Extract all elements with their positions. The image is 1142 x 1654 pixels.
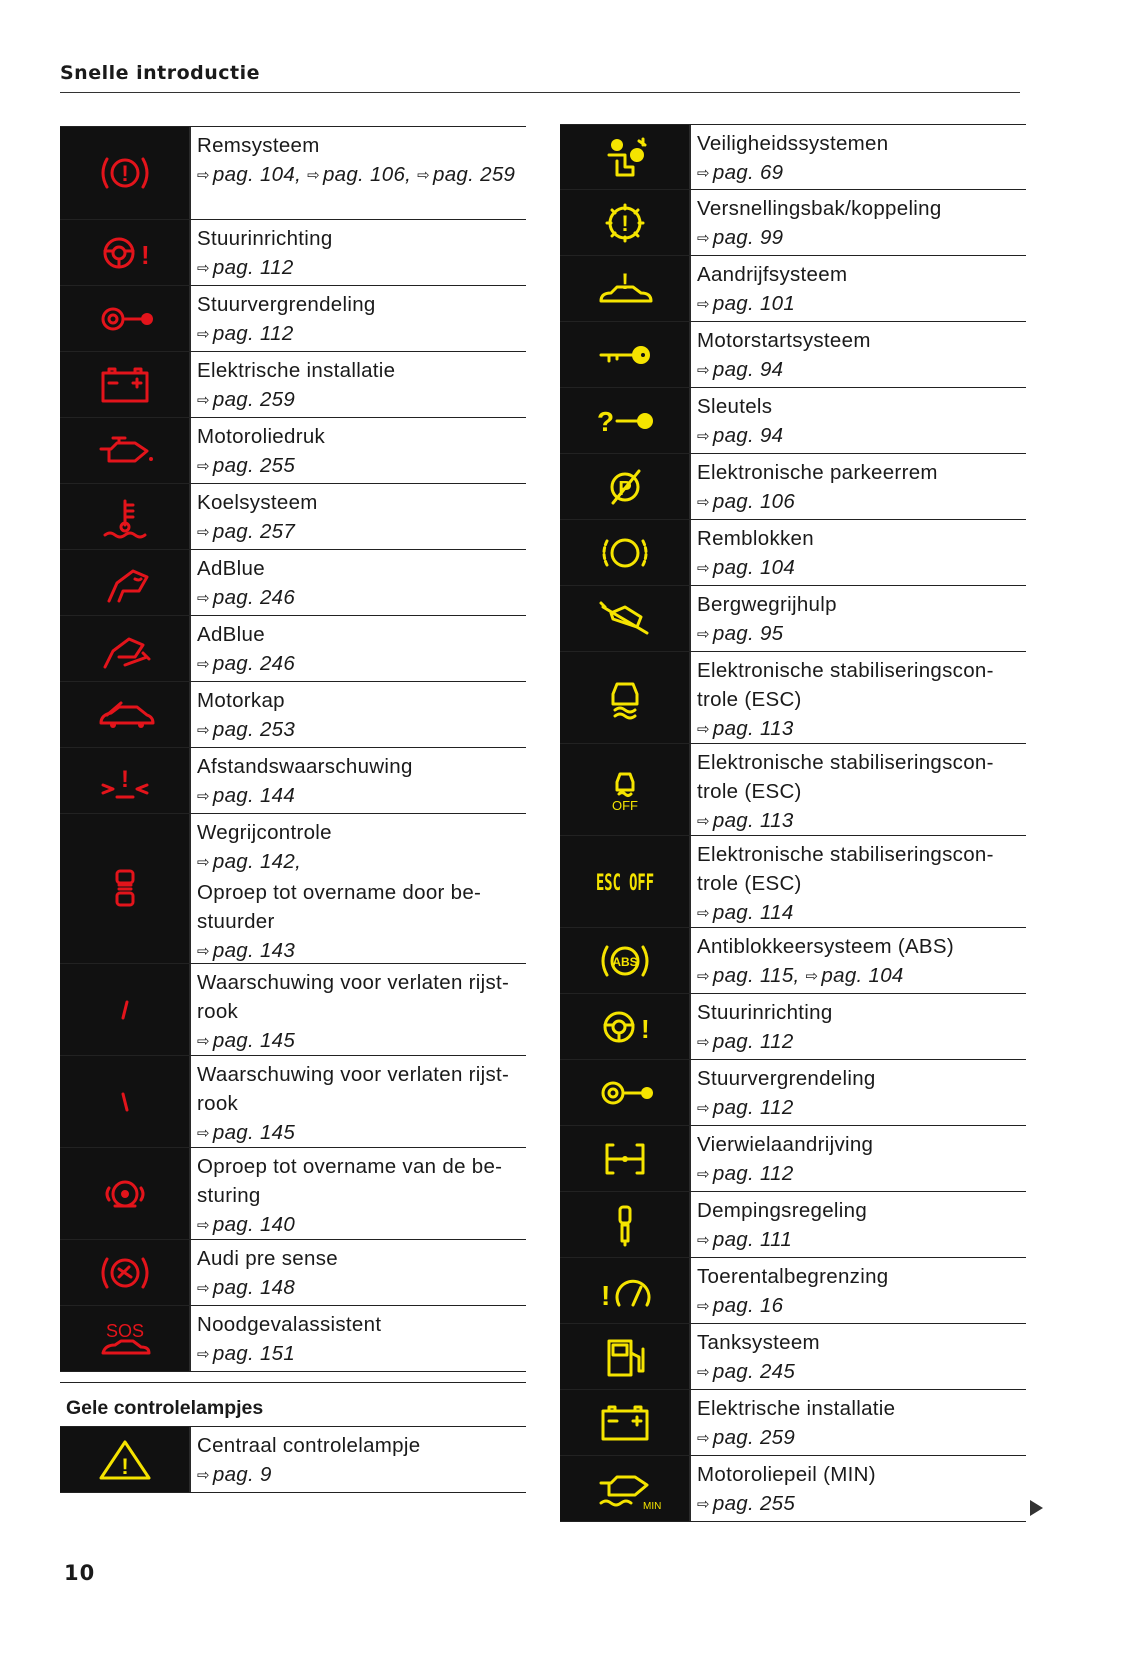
lamp-icon-cell — [60, 220, 191, 285]
page-header — [60, 62, 1020, 93]
svg-text:SOS: SOS — [105, 1320, 144, 1341]
section-title: Snelle introductie — [60, 62, 261, 84]
page-refs — [697, 355, 1020, 386]
lamp-description — [691, 744, 1026, 835]
key-question-icon — [595, 399, 655, 443]
lamp-description — [691, 256, 1026, 321]
page-reference-link[interactable]: ⇨ pag. 104, — [197, 163, 301, 186]
lamp-row — [560, 928, 1026, 994]
lamp-row — [60, 418, 526, 484]
lamp-row — [560, 1324, 1026, 1390]
lamp-label: Stuurvergrendeling — [197, 293, 376, 316]
brake-warning-icon — [95, 151, 155, 195]
page-reference-link[interactable]: ⇨ pag. 104 — [697, 556, 795, 579]
hood-open-icon — [95, 693, 155, 737]
page-refs — [697, 421, 1020, 452]
lamp-description — [691, 454, 1026, 519]
page-reference-link[interactable]: ⇨ pag. 259 — [697, 1426, 795, 1449]
awd-icon — [595, 1137, 655, 1181]
steering-warning-icon — [595, 1005, 655, 1049]
lamp-row — [560, 836, 1026, 928]
header-rule — [60, 92, 1020, 93]
lamp-icon-cell — [60, 616, 191, 681]
page-reference-link[interactable]: ⇨ pag. 115, — [697, 964, 800, 987]
adblue-wrench-icon — [95, 627, 155, 671]
page-reference-link[interactable]: ⇨ pag. 253 — [197, 718, 295, 741]
page-reference-link[interactable]: ⇨ pag. 255 — [697, 1492, 795, 1515]
lamp-description — [691, 190, 1026, 255]
page-reference-link[interactable]: ⇨ pag. 145 — [197, 1121, 295, 1144]
svg-text:MIN: MIN — [642, 1500, 661, 1512]
svg-text:!: ! — [120, 765, 129, 793]
lamp-label: Oproep tot overname door be- — [197, 881, 482, 904]
lamp-label: Elektrische installatie — [197, 359, 396, 382]
lamp-row — [60, 352, 526, 418]
page-refs — [197, 936, 520, 967]
lamp-row — [560, 1258, 1026, 1324]
lamp-row — [60, 1427, 526, 1493]
lamp-label: Motoroliepeil (MIN) — [697, 1463, 876, 1486]
lamp-icon-cell — [560, 454, 691, 519]
lamp-row — [60, 1240, 526, 1306]
page-reference-link[interactable]: ⇨ pag. 104 — [806, 964, 904, 987]
drive-system-icon — [595, 267, 655, 311]
lamp-row — [560, 190, 1026, 256]
lane-left-icon — [95, 988, 155, 1032]
coolant-icon — [95, 495, 155, 539]
lamp-icon-cell — [60, 484, 191, 549]
page-refs — [697, 806, 1020, 837]
lamp-label: Sleutels — [697, 395, 773, 418]
lane-right-icon — [95, 1080, 155, 1124]
lamp-description — [191, 550, 526, 615]
red-lamps-column — [60, 126, 526, 1493]
lamp-row — [60, 1306, 526, 1372]
lamp-icon-cell — [60, 814, 191, 963]
lamp-row — [560, 1126, 1026, 1192]
page-refs — [197, 715, 520, 746]
lamp-description — [691, 1456, 1026, 1521]
lamp-icon-cell — [60, 682, 191, 747]
lamp-icon-cell — [560, 586, 691, 651]
lamp-row — [560, 586, 1026, 652]
svg-text:P: P — [617, 477, 632, 500]
lamp-description — [691, 520, 1026, 585]
page-reference-link[interactable]: ⇨ pag. 112 — [697, 1030, 794, 1053]
page-refs — [197, 385, 520, 416]
lamp-label: Elektrische installatie — [697, 1397, 896, 1420]
lamp-icon-cell — [560, 1456, 691, 1521]
steering-warning-icon — [95, 231, 155, 275]
svg-text:ABS: ABS — [611, 954, 638, 969]
page-refs — [697, 1291, 1020, 1322]
lamp-row — [60, 616, 526, 682]
page-refs — [197, 583, 520, 614]
damping-icon — [595, 1203, 655, 1247]
lamp-label: sturing — [197, 1184, 261, 1207]
lamp-description — [691, 1192, 1026, 1257]
lamp-row — [60, 814, 526, 964]
steering-lock-icon — [95, 297, 155, 341]
lamp-row — [60, 748, 526, 814]
lamp-description — [191, 682, 526, 747]
lamp-row — [560, 388, 1026, 454]
lamp-description — [191, 418, 526, 483]
page-refs — [697, 619, 1020, 650]
gearbox-icon — [595, 201, 655, 245]
lamp-row — [560, 520, 1026, 586]
lamp-description — [691, 322, 1026, 387]
page-refs — [197, 1210, 520, 1241]
svg-text:!: ! — [140, 239, 150, 270]
lamp-label: Koelsysteem — [197, 491, 318, 514]
page-refs — [697, 158, 1020, 189]
lamp-row — [560, 1192, 1026, 1258]
lamp-label: Elektronische stabiliseringscon- — [697, 751, 994, 774]
lamp-label: Versnellingsbak/koppeling — [697, 197, 942, 220]
svg-text:!: ! — [600, 1279, 610, 1311]
abs-icon — [595, 939, 655, 983]
lane-control-icon — [95, 867, 155, 911]
lamp-label: Dempingsregeling — [697, 1199, 868, 1222]
lamp-label: Elektronische parkeerrem — [697, 461, 938, 484]
lamp-description — [191, 616, 526, 681]
page-reference-link[interactable]: ⇨ pag. 94 — [697, 424, 783, 447]
page-reference-link[interactable]: ⇨ pag. 140 — [197, 1213, 295, 1236]
lamp-row — [60, 1148, 526, 1240]
lamp-description — [691, 1258, 1026, 1323]
page-refs — [197, 1118, 520, 1149]
continue-arrow-icon — [1030, 1500, 1043, 1516]
lamp-icon-cell — [60, 286, 191, 351]
key-icon — [595, 333, 655, 377]
page-refs — [697, 553, 1020, 584]
lamp-label: Afstandswaarschuwing — [197, 755, 413, 778]
lamp-icon-cell — [560, 256, 691, 321]
lamp-label: Tanksysteem — [697, 1331, 820, 1354]
page-refs — [197, 253, 520, 284]
lamp-icon-cell — [560, 994, 691, 1059]
page-reference-link[interactable]: ⇨ pag. 69 — [697, 161, 783, 184]
lamp-row — [560, 1390, 1026, 1456]
page-reference-link[interactable]: ⇨ pag. 148 — [197, 1276, 295, 1299]
lamp-row — [60, 286, 526, 352]
page-reference-link[interactable]: ⇨ pag. 112 — [697, 1162, 794, 1185]
lamp-description — [191, 1427, 526, 1492]
lamp-label: trole (ESC) — [697, 872, 802, 895]
lamp-label: Motorkap — [197, 689, 285, 712]
lamp-icon-cell — [60, 550, 191, 615]
adblue-nozzle-icon — [95, 561, 155, 605]
brake-pads-icon — [595, 531, 655, 575]
lamp-description — [691, 125, 1026, 189]
lamp-label: Motorstartsysteem — [697, 329, 871, 352]
page-refs — [197, 649, 520, 680]
esc-off-text-icon — [595, 860, 655, 904]
oil-level-min-icon — [595, 1467, 661, 1512]
lamp-label: Elektronische stabiliseringscon- — [697, 843, 994, 866]
pre-sense-icon — [95, 1251, 155, 1295]
lamp-row — [560, 256, 1026, 322]
lamp-icon-cell — [560, 1060, 691, 1125]
yellow-section-heading: Gele controlelampjes — [60, 1382, 526, 1427]
sos-icon — [95, 1317, 155, 1361]
page-refs — [197, 160, 520, 191]
warning-triangle-icon — [95, 1438, 155, 1482]
lamp-row — [60, 550, 526, 616]
steering-lock-icon — [595, 1071, 655, 1115]
lamp-description — [691, 836, 1026, 927]
lamp-description — [691, 1126, 1026, 1191]
lamp-icon-cell — [560, 928, 691, 993]
page-refs — [197, 451, 520, 482]
lamp-icon-cell — [560, 1126, 691, 1191]
page-reference-link[interactable]: ⇨ pag. 94 — [697, 358, 783, 381]
page-reference-link[interactable]: ⇨ pag. 144 — [197, 784, 295, 807]
page-reference-link[interactable]: ⇨ pag. 112 — [197, 322, 294, 345]
lamp-icon-cell — [560, 1258, 691, 1323]
lamp-label: stuurder — [197, 910, 275, 933]
page-refs — [197, 781, 520, 812]
lamp-row — [560, 994, 1026, 1060]
distance-warning-icon — [95, 759, 155, 803]
airbag-icon — [595, 135, 655, 179]
fuel-icon — [595, 1335, 655, 1379]
page-refs — [697, 961, 1020, 992]
lamp-icon-cell — [60, 418, 191, 483]
lamp-description — [191, 1056, 526, 1147]
page-reference-link[interactable]: ⇨ pag. 111 — [697, 1228, 792, 1251]
page-reference-link[interactable]: ⇨ pag. 101 — [697, 292, 795, 315]
lamp-icon-cell — [560, 1390, 691, 1455]
lamp-icon-cell — [560, 1192, 691, 1257]
lamp-description — [191, 352, 526, 417]
esc-icon — [595, 676, 655, 720]
lamp-row — [560, 124, 1026, 190]
lamp-label: Waarschuwing voor verlaten rijst- — [197, 1063, 510, 1086]
lamp-description — [191, 748, 526, 813]
lamp-icon-cell — [560, 190, 691, 255]
page-reference-link[interactable]: ⇨ pag. 257 — [197, 520, 295, 543]
page-refs — [697, 1159, 1020, 1190]
page-refs — [197, 319, 520, 350]
lamp-row — [60, 220, 526, 286]
lamp-label: Wegrijcontrole — [197, 821, 332, 844]
lamp-row — [560, 744, 1026, 836]
lamp-label: rook — [197, 1000, 239, 1023]
page-reference-link[interactable]: ⇨ pag. 259 — [197, 388, 295, 411]
page-number: 10 — [64, 1561, 96, 1585]
lamp-label: Remsysteem — [197, 134, 320, 157]
page-refs — [197, 1460, 520, 1491]
lamp-label: rook — [197, 1092, 239, 1115]
lamp-description — [691, 1060, 1026, 1125]
lamp-label: Vierwielaandrijving — [697, 1133, 874, 1156]
lamp-icon-cell — [560, 388, 691, 453]
rpm-limit-icon — [595, 1269, 655, 1313]
lamp-row — [60, 682, 526, 748]
page-refs — [697, 714, 1020, 745]
lamp-label: Aandrijfsysteem — [697, 263, 848, 286]
page-refs — [697, 898, 1020, 929]
lamp-label: Motoroliedruk — [197, 425, 326, 448]
svg-text:!: ! — [620, 210, 629, 236]
lamp-icon-cell — [60, 1240, 191, 1305]
lamp-icon-cell — [60, 1148, 191, 1239]
lamp-description — [691, 928, 1026, 993]
lamp-icon-cell — [60, 1056, 191, 1147]
lamp-icon-cell — [60, 1427, 191, 1492]
lamp-label: Stuurinrichting — [697, 1001, 833, 1024]
lamp-label: Noodgevalassistent — [197, 1313, 382, 1336]
page-refs — [697, 1093, 1020, 1124]
lamp-icon-cell — [60, 1306, 191, 1371]
lamp-icon-cell — [560, 1324, 691, 1389]
hill-hold-icon — [595, 597, 655, 641]
svg-text:!: ! — [120, 161, 129, 186]
lamp-label: trole (ESC) — [697, 688, 802, 711]
lamp-icon-cell — [560, 836, 691, 927]
page-refs — [697, 1423, 1020, 1454]
page-refs — [697, 223, 1020, 254]
lamp-icon-cell — [60, 964, 191, 1055]
lamp-description — [691, 388, 1026, 453]
lamp-row — [560, 1060, 1026, 1126]
lamp-icon-cell — [560, 652, 691, 743]
lamp-description — [191, 1306, 526, 1371]
lamp-label: Veiligheidssystemen — [697, 132, 889, 155]
lamp-label: Audi pre sense — [197, 1247, 338, 1270]
lamp-label: Remblokken — [697, 527, 814, 550]
oil-can-icon — [95, 429, 155, 473]
page-reference-link[interactable]: ⇨ pag. 151 — [197, 1342, 295, 1365]
lamp-row — [60, 1056, 526, 1148]
page-reference-link[interactable]: ⇨ pag. 113 — [697, 809, 794, 832]
svg-text:?: ? — [596, 405, 614, 437]
page-reference-link[interactable]: ⇨ pag. 113 — [697, 717, 794, 740]
lamp-label: Bergwegrijhulp — [697, 593, 837, 616]
page-refs — [197, 1339, 520, 1370]
lamp-icon-cell — [560, 520, 691, 585]
page-reference-link[interactable]: ⇨ pag. 112 — [197, 256, 294, 279]
page-refs — [197, 847, 520, 878]
parking-brake-off-icon — [595, 465, 655, 509]
page-reference-link[interactable]: ⇨ pag. 143 — [197, 939, 295, 962]
yellow-lamps-column — [560, 124, 1026, 1522]
lamp-label: Stuurinrichting — [197, 227, 333, 250]
lamp-icon-cell — [560, 125, 691, 189]
page-reference-link[interactable]: ⇨ pag. 95 — [697, 622, 783, 645]
lamp-label: Oproep tot overname van de be- — [197, 1155, 503, 1178]
takeover-steering-icon — [95, 1172, 155, 1216]
lamp-description — [191, 814, 526, 963]
lamp-description — [191, 1240, 526, 1305]
page-reference-link[interactable]: ⇨ pag. 112 — [697, 1096, 794, 1119]
lamp-icon-cell — [560, 322, 691, 387]
lamp-icon-cell — [60, 127, 191, 219]
lamp-label: trole (ESC) — [697, 780, 802, 803]
page-reference-link[interactable]: ⇨ pag. 106 — [697, 490, 795, 513]
svg-text:ESC OFF: ESC OFF — [595, 870, 654, 896]
svg-text:!: ! — [640, 1013, 650, 1044]
page-refs — [697, 487, 1020, 518]
lamp-description — [691, 586, 1026, 651]
lamp-row — [60, 484, 526, 550]
lamp-label: AdBlue — [197, 623, 265, 646]
lamp-label: Stuurvergrendeling — [697, 1067, 876, 1090]
page-reference-link[interactable]: ⇨ pag. 246 — [197, 652, 295, 675]
lamp-description — [191, 964, 526, 1055]
page-reference-link[interactable]: ⇨ pag. 99 — [697, 226, 783, 249]
svg-text:!: ! — [620, 268, 629, 294]
battery-icon — [95, 363, 155, 407]
lamp-description — [691, 1390, 1026, 1455]
lamp-label: Antiblokkeersysteem (ABS) — [697, 935, 955, 958]
page-refs — [697, 289, 1020, 320]
page-reference-link[interactable]: ⇨ pag. 106, — [307, 163, 411, 186]
page-refs — [197, 1273, 520, 1304]
lamp-label: AdBlue — [197, 557, 265, 580]
page-reference-link[interactable]: ⇨ pag. 145 — [197, 1029, 295, 1052]
lamp-description — [191, 286, 526, 351]
page-refs — [697, 1027, 1020, 1058]
lamp-description — [191, 220, 526, 285]
lamp-description — [691, 1324, 1026, 1389]
lamp-label: Toerentalbegrenzing — [697, 1265, 889, 1288]
page-reference-link[interactable]: ⇨ pag. 114 — [697, 901, 794, 924]
svg-text:OFF: OFF — [611, 797, 638, 813]
page-refs — [197, 517, 520, 548]
lamp-row — [60, 964, 526, 1056]
page-reference-link[interactable]: ⇨ pag. 142, — [197, 850, 301, 873]
page-reference-link[interactable]: ⇨ pag. 259 — [417, 163, 515, 186]
lamp-description — [191, 484, 526, 549]
page-reference-link[interactable]: ⇨ pag. 246 — [197, 586, 295, 609]
lamp-label: Elektronische stabiliseringscon- — [697, 659, 994, 682]
lamp-description — [191, 127, 526, 219]
svg-text:!: ! — [120, 1453, 129, 1479]
lamp-icon-cell — [560, 744, 691, 835]
lamp-row — [560, 1456, 1026, 1522]
lamp-row — [560, 322, 1026, 388]
page-refs — [697, 1489, 1020, 1520]
lamp-row — [560, 454, 1026, 520]
page-reference-link[interactable]: ⇨ pag. 255 — [197, 454, 295, 477]
lamp-icon-cell — [60, 352, 191, 417]
page-refs — [197, 1026, 520, 1057]
page-refs — [697, 1225, 1020, 1256]
page-reference-link[interactable]: ⇨ pag. 9 — [197, 1463, 272, 1486]
battery-icon — [595, 1401, 655, 1445]
lamp-description — [691, 652, 1026, 743]
lamp-row — [560, 652, 1026, 744]
page-refs — [697, 1357, 1020, 1388]
lamp-description — [191, 1148, 526, 1239]
lamp-icon-cell — [60, 748, 191, 813]
lamp-label: Centraal controlelampje — [197, 1434, 421, 1457]
page-reference-link[interactable]: ⇨ pag. 16 — [697, 1294, 783, 1317]
lamp-row — [60, 126, 526, 220]
lamp-description — [691, 994, 1026, 1059]
esc-off-car-icon — [595, 768, 655, 812]
lamp-label: Waarschuwing voor verlaten rijst- — [197, 971, 510, 994]
page-reference-link[interactable]: ⇨ pag. 245 — [697, 1360, 795, 1383]
